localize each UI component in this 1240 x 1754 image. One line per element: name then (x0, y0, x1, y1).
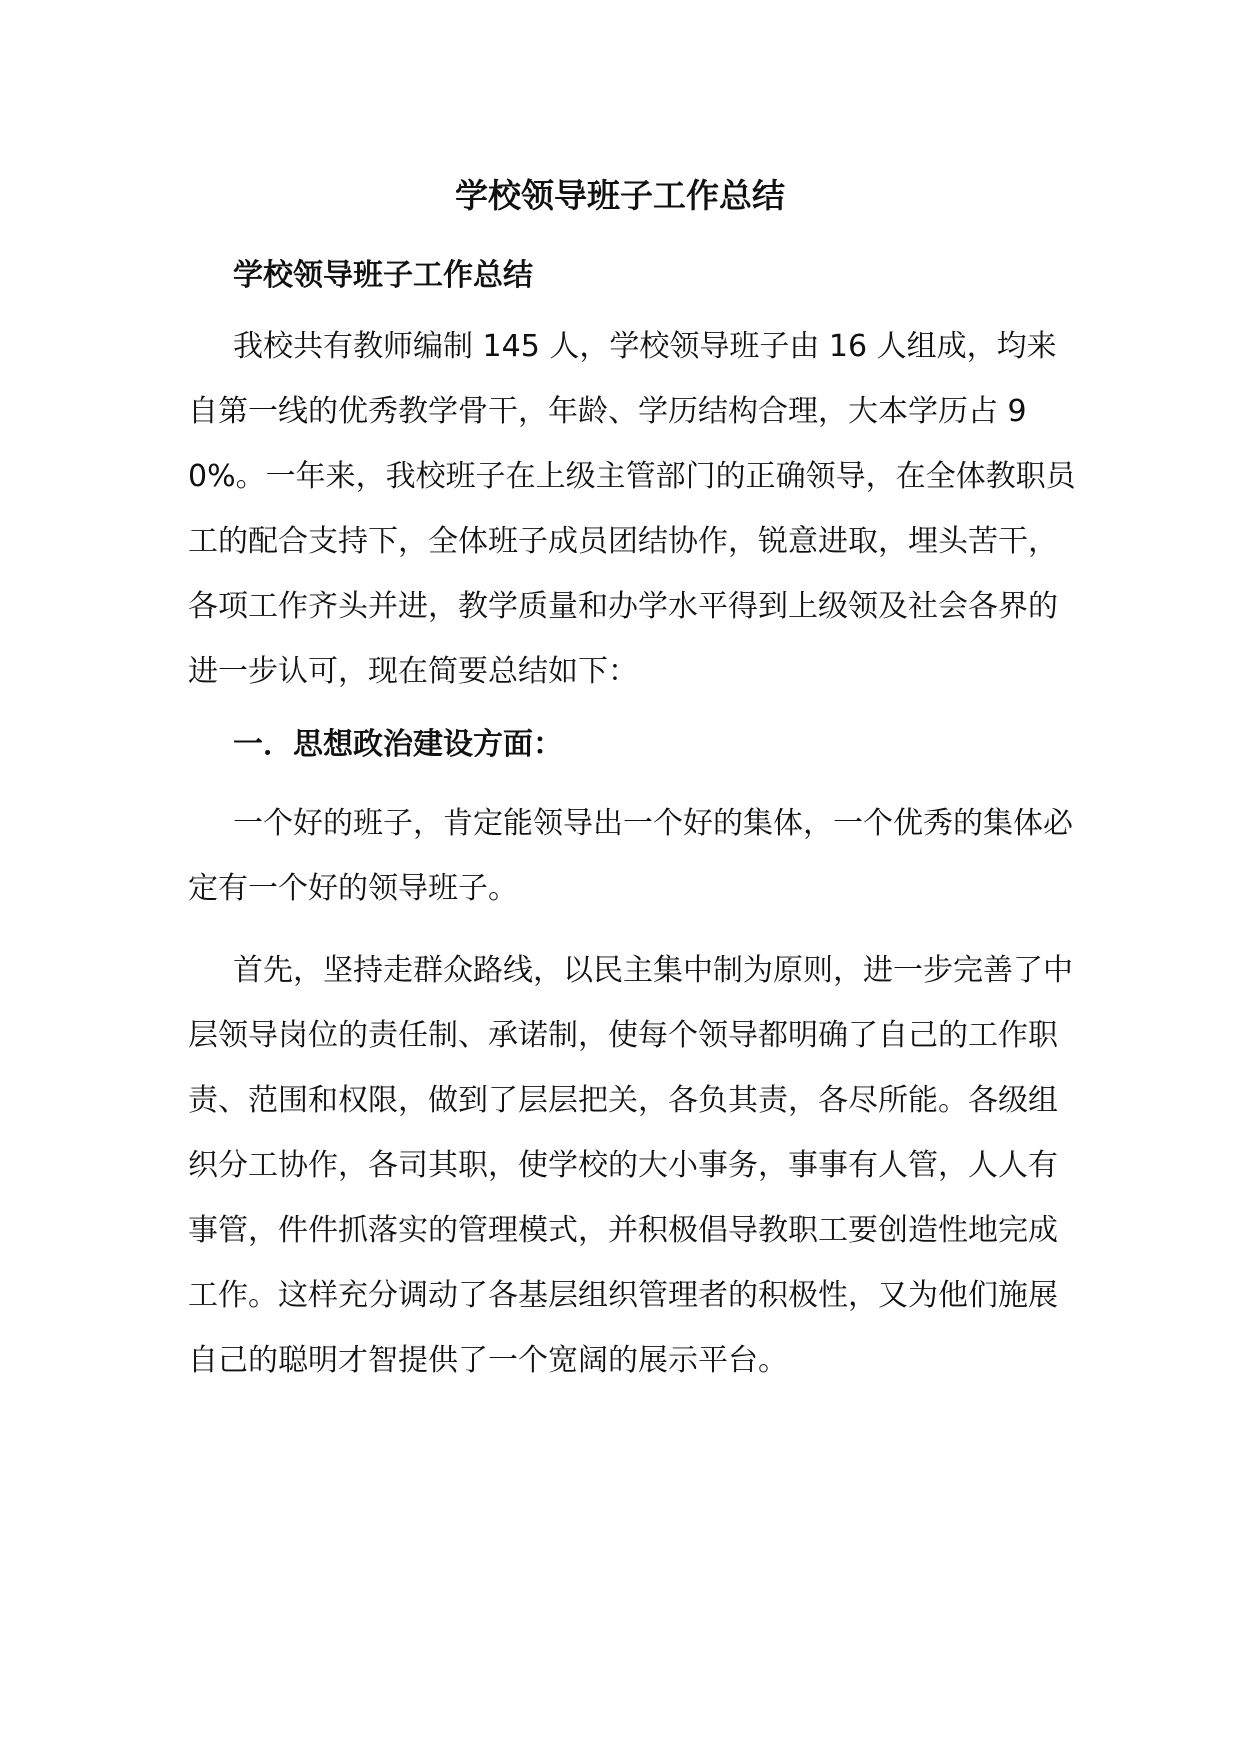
document-body (188, 252, 1086, 1410)
document-title: 学校领导班子工作总结 (455, 176, 785, 215)
intro-paragraph: 我校共有教师编制 145 人，学校领导班子由 16 人组成，均来自第一线的优秀教学骨干，年龄、学历结构合理，大本学历占 90%。一年来，我校班子在上级主管部门的正确领导，在全体教职员工的配合支持下，全体班子成员团结协作，锐意进取，埋头苦干，各项工作齐头并进，教学质量和办学水平得到上级领及社会各界的进一步认可，现在简要总结如下： (188, 329, 1076, 689)
paragraph: 一个好的班子，肯定能领导出一个好的集体，一个优秀的集体必定有一个好的领导班子。 (188, 806, 1073, 906)
section-heading: 一．思想政治建设方面： (233, 727, 563, 762)
paragraph: 首先，坚持走群众路线，以民主集中制为原则，进一步完善了中层领导岗位的责任制、承诺制，使每个领导都明确了自己的工作职责、范围和权限，做到了层层把关，各负其责，各尽所能。各级组织分工协作，各司其职，使学校的大小事务，事事有人管，人人有事管，件件抓落实的管理模式，并积极倡导教职工要创造性地完成工作。这样充分调动了各基层组织管理者的积极性，又为他们施展自己的聪明才智提供了一个宽阔的展示平台。 (188, 953, 1073, 1378)
document-subtitle: 学校领导班子工作总结 (233, 258, 533, 293)
